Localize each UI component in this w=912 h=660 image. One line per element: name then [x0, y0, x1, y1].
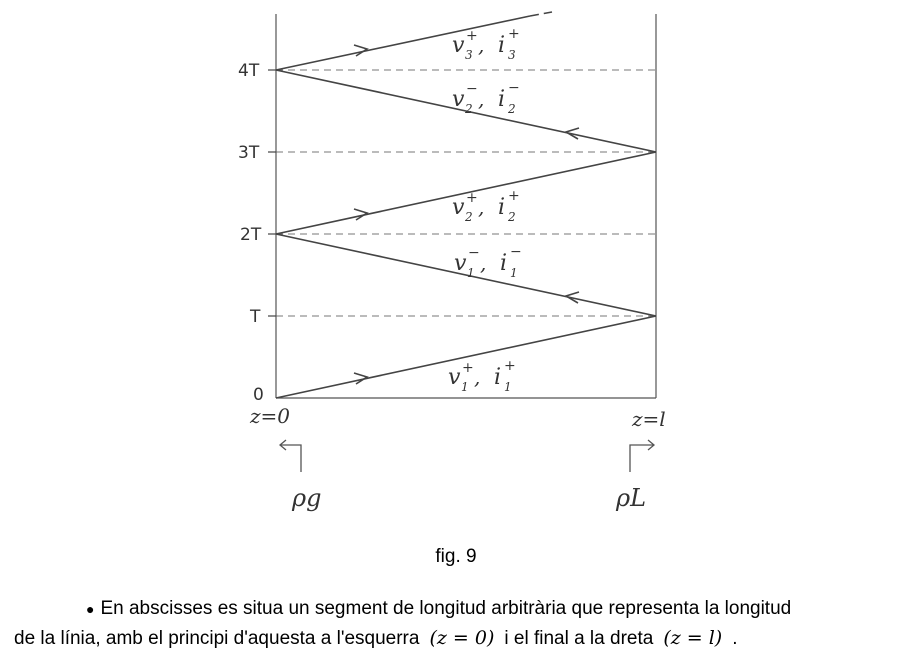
math-z-l: (z = l)	[663, 627, 723, 649]
svg-text:,: ,	[480, 251, 487, 275]
paragraph-line-2	[14, 624, 906, 653]
svg-text:1: 1	[461, 380, 469, 394]
wave-label-v1-minus	[454, 244, 522, 280]
time-label-2T: 2T	[240, 225, 262, 245]
svg-text:v: v	[448, 365, 461, 390]
right-reflection-arrow-icon	[630, 440, 654, 472]
svg-text:v: v	[452, 195, 465, 220]
svg-text:2: 2	[508, 210, 516, 224]
time-label-3T: 3T	[238, 143, 260, 163]
left-reflection-arrow-icon	[280, 440, 301, 472]
figure-caption: fig. 9	[435, 546, 477, 567]
wave-paths	[276, 16, 656, 398]
paragraph-text-2b: i el final a la dreta	[504, 628, 654, 649]
svg-text:−: −	[466, 81, 478, 97]
wave-label-v2-minus	[452, 80, 520, 116]
position-label-right: z=l	[632, 407, 666, 431]
svg-text:v: v	[454, 251, 467, 276]
svg-text:+: +	[462, 360, 474, 376]
svg-text:3: 3	[508, 48, 516, 62]
paragraph-line-1	[14, 594, 906, 624]
body-paragraph	[14, 594, 906, 653]
wave-label-v1-plus	[448, 358, 516, 394]
paragraph-text-1: En abscisses es situa un segment de longitud arbitrària que representa la longitud	[100, 598, 792, 619]
math-z-zero: (z = 0)	[429, 627, 495, 649]
reflection-label-left: ρg	[292, 484, 322, 512]
svg-text:−: −	[468, 245, 480, 261]
svg-text:1: 1	[504, 380, 512, 394]
svg-text:,: ,	[474, 365, 481, 389]
svg-text:1: 1	[510, 266, 518, 280]
svg-text:2: 2	[465, 102, 473, 116]
svg-text:+: +	[504, 358, 516, 374]
svg-text:+: +	[508, 26, 520, 42]
svg-text:,: ,	[478, 33, 485, 57]
time-label-4T: 4T	[238, 61, 260, 81]
svg-text:−: −	[508, 80, 520, 96]
svg-text:+: +	[466, 190, 478, 206]
time-label-0: 0	[253, 385, 264, 405]
paragraph-text-2c: .	[732, 628, 738, 649]
svg-text:+: +	[466, 28, 478, 44]
svg-text:v: v	[452, 33, 465, 58]
svg-text:−: −	[510, 244, 522, 260]
svg-text:1: 1	[467, 266, 475, 280]
svg-text:i: i	[498, 195, 506, 220]
svg-text:i: i	[498, 87, 506, 112]
svg-text:,: ,	[478, 87, 485, 111]
svg-text:i: i	[498, 33, 506, 58]
svg-text:i: i	[500, 251, 508, 276]
svg-text:3: 3	[465, 48, 473, 62]
wave-label-v3-plus	[452, 26, 520, 62]
svg-text:,: ,	[478, 195, 485, 219]
svg-text:+: +	[508, 188, 520, 204]
time-label-T: T	[250, 307, 261, 327]
paragraph-text-2a: de la línia, amb el principi d'aquesta a l'esquerra	[14, 628, 420, 649]
svg-text:2: 2	[465, 210, 473, 224]
position-label-left: z=0	[250, 404, 291, 428]
svg-text:v: v	[452, 87, 465, 112]
svg-text:i: i	[494, 365, 502, 390]
reflection-label-right: ρL	[616, 484, 647, 512]
svg-text:2: 2	[508, 102, 516, 116]
bullet-icon: ●	[86, 601, 95, 617]
